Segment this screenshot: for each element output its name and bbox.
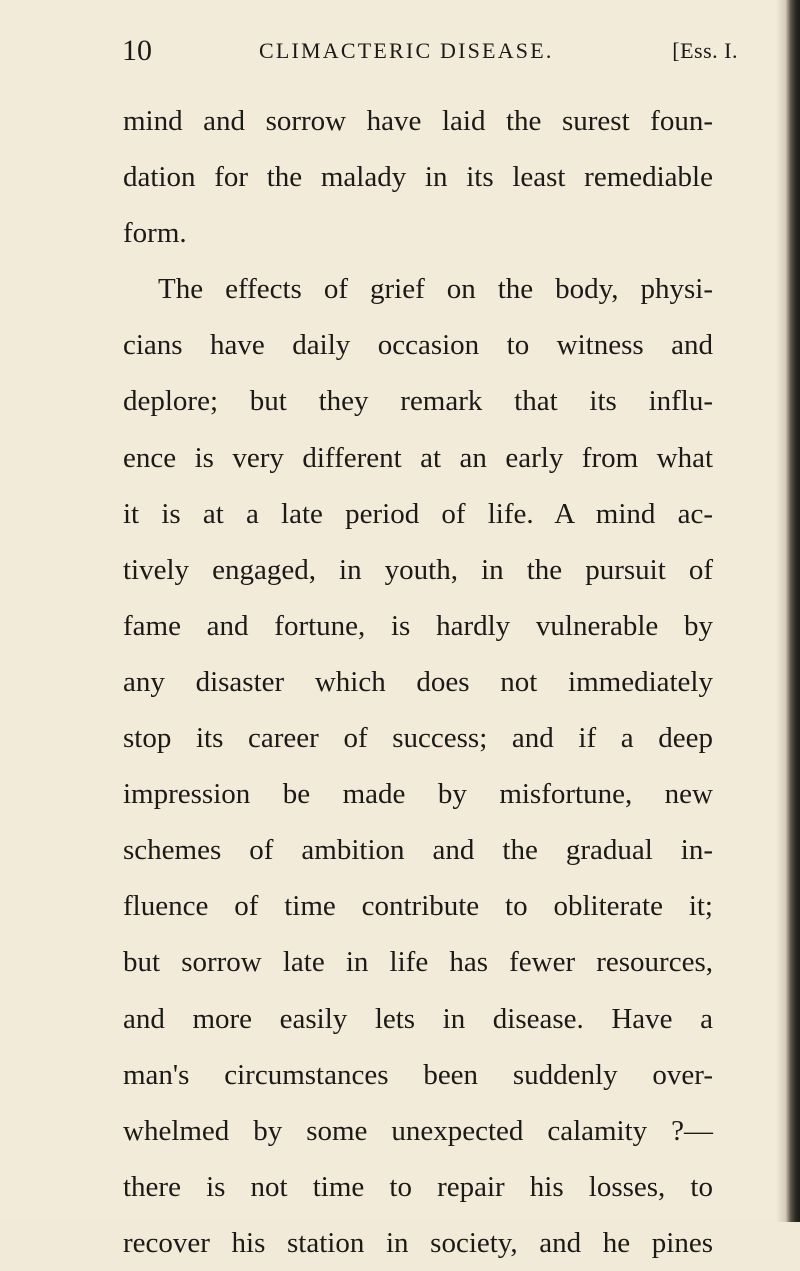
binding-edge [786, 0, 800, 1222]
page-header [122, 34, 738, 74]
text-line: mind and sorrow have laid the surest foun- [123, 105, 713, 137]
text-line: dation for the malady in its least remediable [123, 161, 713, 194]
text-line: man's circumstances been suddenly over- [123, 1058, 713, 1091]
text-line: whelmed by some unexpected calamity ?— [123, 1114, 713, 1147]
text-line: fame and fortune, is hardly vulnerable by [123, 609, 713, 642]
text-line: The effects of grief on the body, physi- [158, 273, 713, 306]
page-number: 10 [122, 34, 152, 67]
text-line: it is at a late period of life. A mind ac- [123, 497, 713, 530]
section-reference: [Ess. I. [672, 38, 738, 63]
text-line: any disaster which does not immediately [123, 665, 713, 698]
text-line: tively engaged, in youth, in the pursuit of [123, 553, 713, 586]
text-line: there is not time to repair his losses, to [123, 1170, 713, 1203]
running-title: CLIMACTERIC DISEASE. [259, 38, 554, 63]
text-line: stop its career of success; and if a deep [123, 722, 713, 755]
text-line: cians have daily occasion to witness and [123, 329, 713, 362]
body-text [123, 93, 713, 1271]
text-line: form. [123, 217, 187, 250]
text-line: and more easily lets in disease. Have a [123, 1002, 713, 1035]
text-line: ence is very different at an early from what [123, 441, 713, 474]
text-line: schemes of ambition and the gradual in- [123, 834, 713, 867]
text-line: deplore; but they remark that its influ- [123, 385, 713, 418]
text-line: impression be made by misfortune, new [123, 778, 713, 811]
text-line: fluence of time contribute to obliterate it; [123, 890, 713, 923]
binding-shadow [776, 0, 786, 1222]
text-line: recover his station in society, and he pines [123, 1226, 713, 1259]
text-line: but sorrow late in life has fewer resources, [123, 946, 713, 979]
